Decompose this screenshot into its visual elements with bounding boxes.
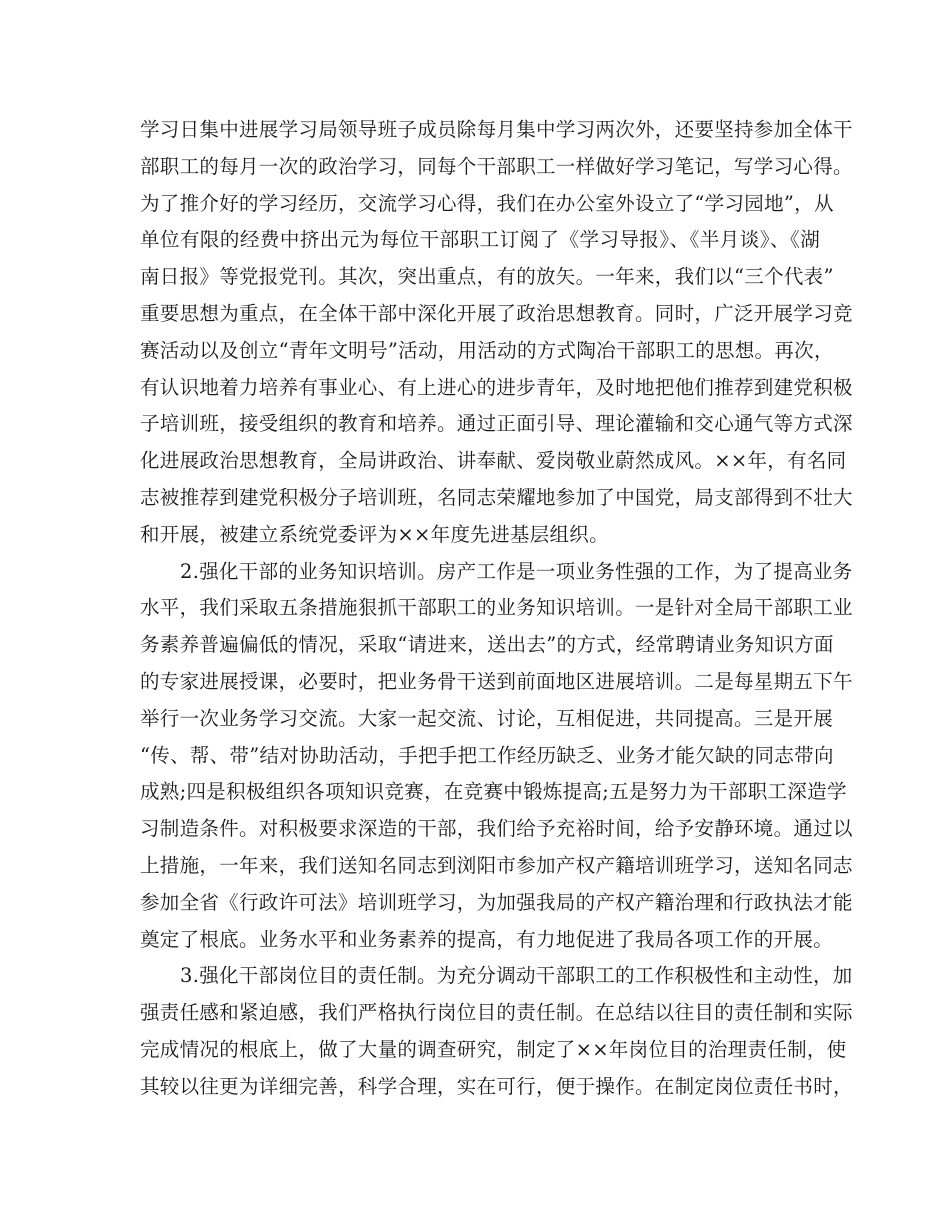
text-line: 和开展，被建立系统党委评为××年度先进基层组织。	[140, 522, 609, 546]
text-line: 赛活动以及创立“青年文明号”活动，用活动的方式陶冶干部职工的思想。再次，	[140, 338, 834, 362]
text-line: 南日报》等党报党刊。其次，突出重点，有的放矢。一年来，我们以“三个代表”	[140, 265, 834, 289]
text-line: 有认识地着力培养有事业心、有上进心的进步青年，及时地把他们推荐到建党积极	[140, 375, 853, 399]
body-text	[140, 112, 853, 1106]
text-line: 的专家进展授课，必要时，把业务骨干送到前面地区进展培训。二是每星期五下午	[140, 669, 853, 693]
text-line: 重要思想为重点，在全体干部中深化开展了政治思想教育。同时，广泛开展学习竞	[140, 301, 853, 325]
text-line: 部职工的每月一次的政治学习，同每个干部职工一样做好学习笔记，写学习心得。	[140, 154, 853, 178]
text-line: 水平，我们采取五条措施狠抓干部职工的业务知识培训。一是针对全局干部职工业	[140, 596, 853, 620]
text-line: 其较以往更为详细完善，科学合理，实在可行，便于操作。在制定岗位责任书时，	[140, 1074, 853, 1098]
paragraph-3	[140, 958, 853, 1105]
text-line: 化进展政治思想教育，全局讲政治、讲奉献、爱岗敬业蔚然成风。××年，有名同	[140, 449, 847, 473]
text-line: 上措施，一年来，我们送知名同志到浏阳市参加产权产籍培训班学习，送知名同志	[140, 853, 853, 877]
text-line: 习制造条件。对积极要求深造的干部，我们给予充裕时间，给予安静环境。通过以	[140, 817, 853, 841]
text-line: 完成情况的根底上，做了大量的调查研究，制定了××年岗位目的治理责任制，使	[140, 1037, 847, 1061]
text-line: 举行一次业务学习交流。大家一起交流、讨论，互相促进，共同提高。三是开展	[140, 706, 834, 730]
text-line: 为了推介好的学习经历，交流学习心得，我们在办公室外设立了“学习园地”，从	[140, 191, 834, 215]
text-line: 成熟;四是积极组织各项知识竞赛，在竞赛中锻炼提高;五是努力为干部职工深造学	[140, 780, 847, 804]
paragraph-2	[140, 554, 853, 959]
text-line: 子培训班，接受组织的教育和培养。通过正面引导、理论灌输和交心通气等方式深	[140, 412, 853, 436]
text-line: 学习日集中进展学习局领导班子成员除每月集中学习两次外，还要坚持参加全体干	[140, 118, 853, 141]
text-line: 务素养普遍偏低的情况，采取“请进来，送出去”的方式，经常聘请业务知识方面	[140, 633, 834, 657]
text-line: 2.强化干部的业务知识培训。房产工作是一项业务性强的工作，为了提高业务	[180, 559, 853, 583]
text-line: 志被推荐到建党积极分子培训班，名同志荣耀地参加了中国党，局支部得到不壮大	[140, 485, 853, 509]
text-line: 参加全省《行政许可法》培训班学习，为加强我局的产权产籍治理和行政执法才能	[140, 890, 853, 914]
text-line: 单位有限的经费中挤出元为每位干部职工订阅了《学习导报》、《半月谈》、《湖	[140, 228, 820, 252]
text-line: 奠定了根底。业务水平和业务素养的提高，有力地促进了我局各项工作的开展。	[140, 927, 834, 951]
text-line: 强责任感和紧迫感，我们严格执行岗位目的责任制。在总结以往目的责任制和实际	[140, 1001, 853, 1025]
text-line: “传、帮、带”结对协助活动，手把手把工作经历缺乏、业务才能欠缺的同志带向	[140, 743, 834, 767]
text-line: 3.强化干部岗位目的责任制。为充分调动干部职工的工作积极性和主动性，加	[180, 964, 853, 988]
paragraph-1	[140, 112, 853, 554]
